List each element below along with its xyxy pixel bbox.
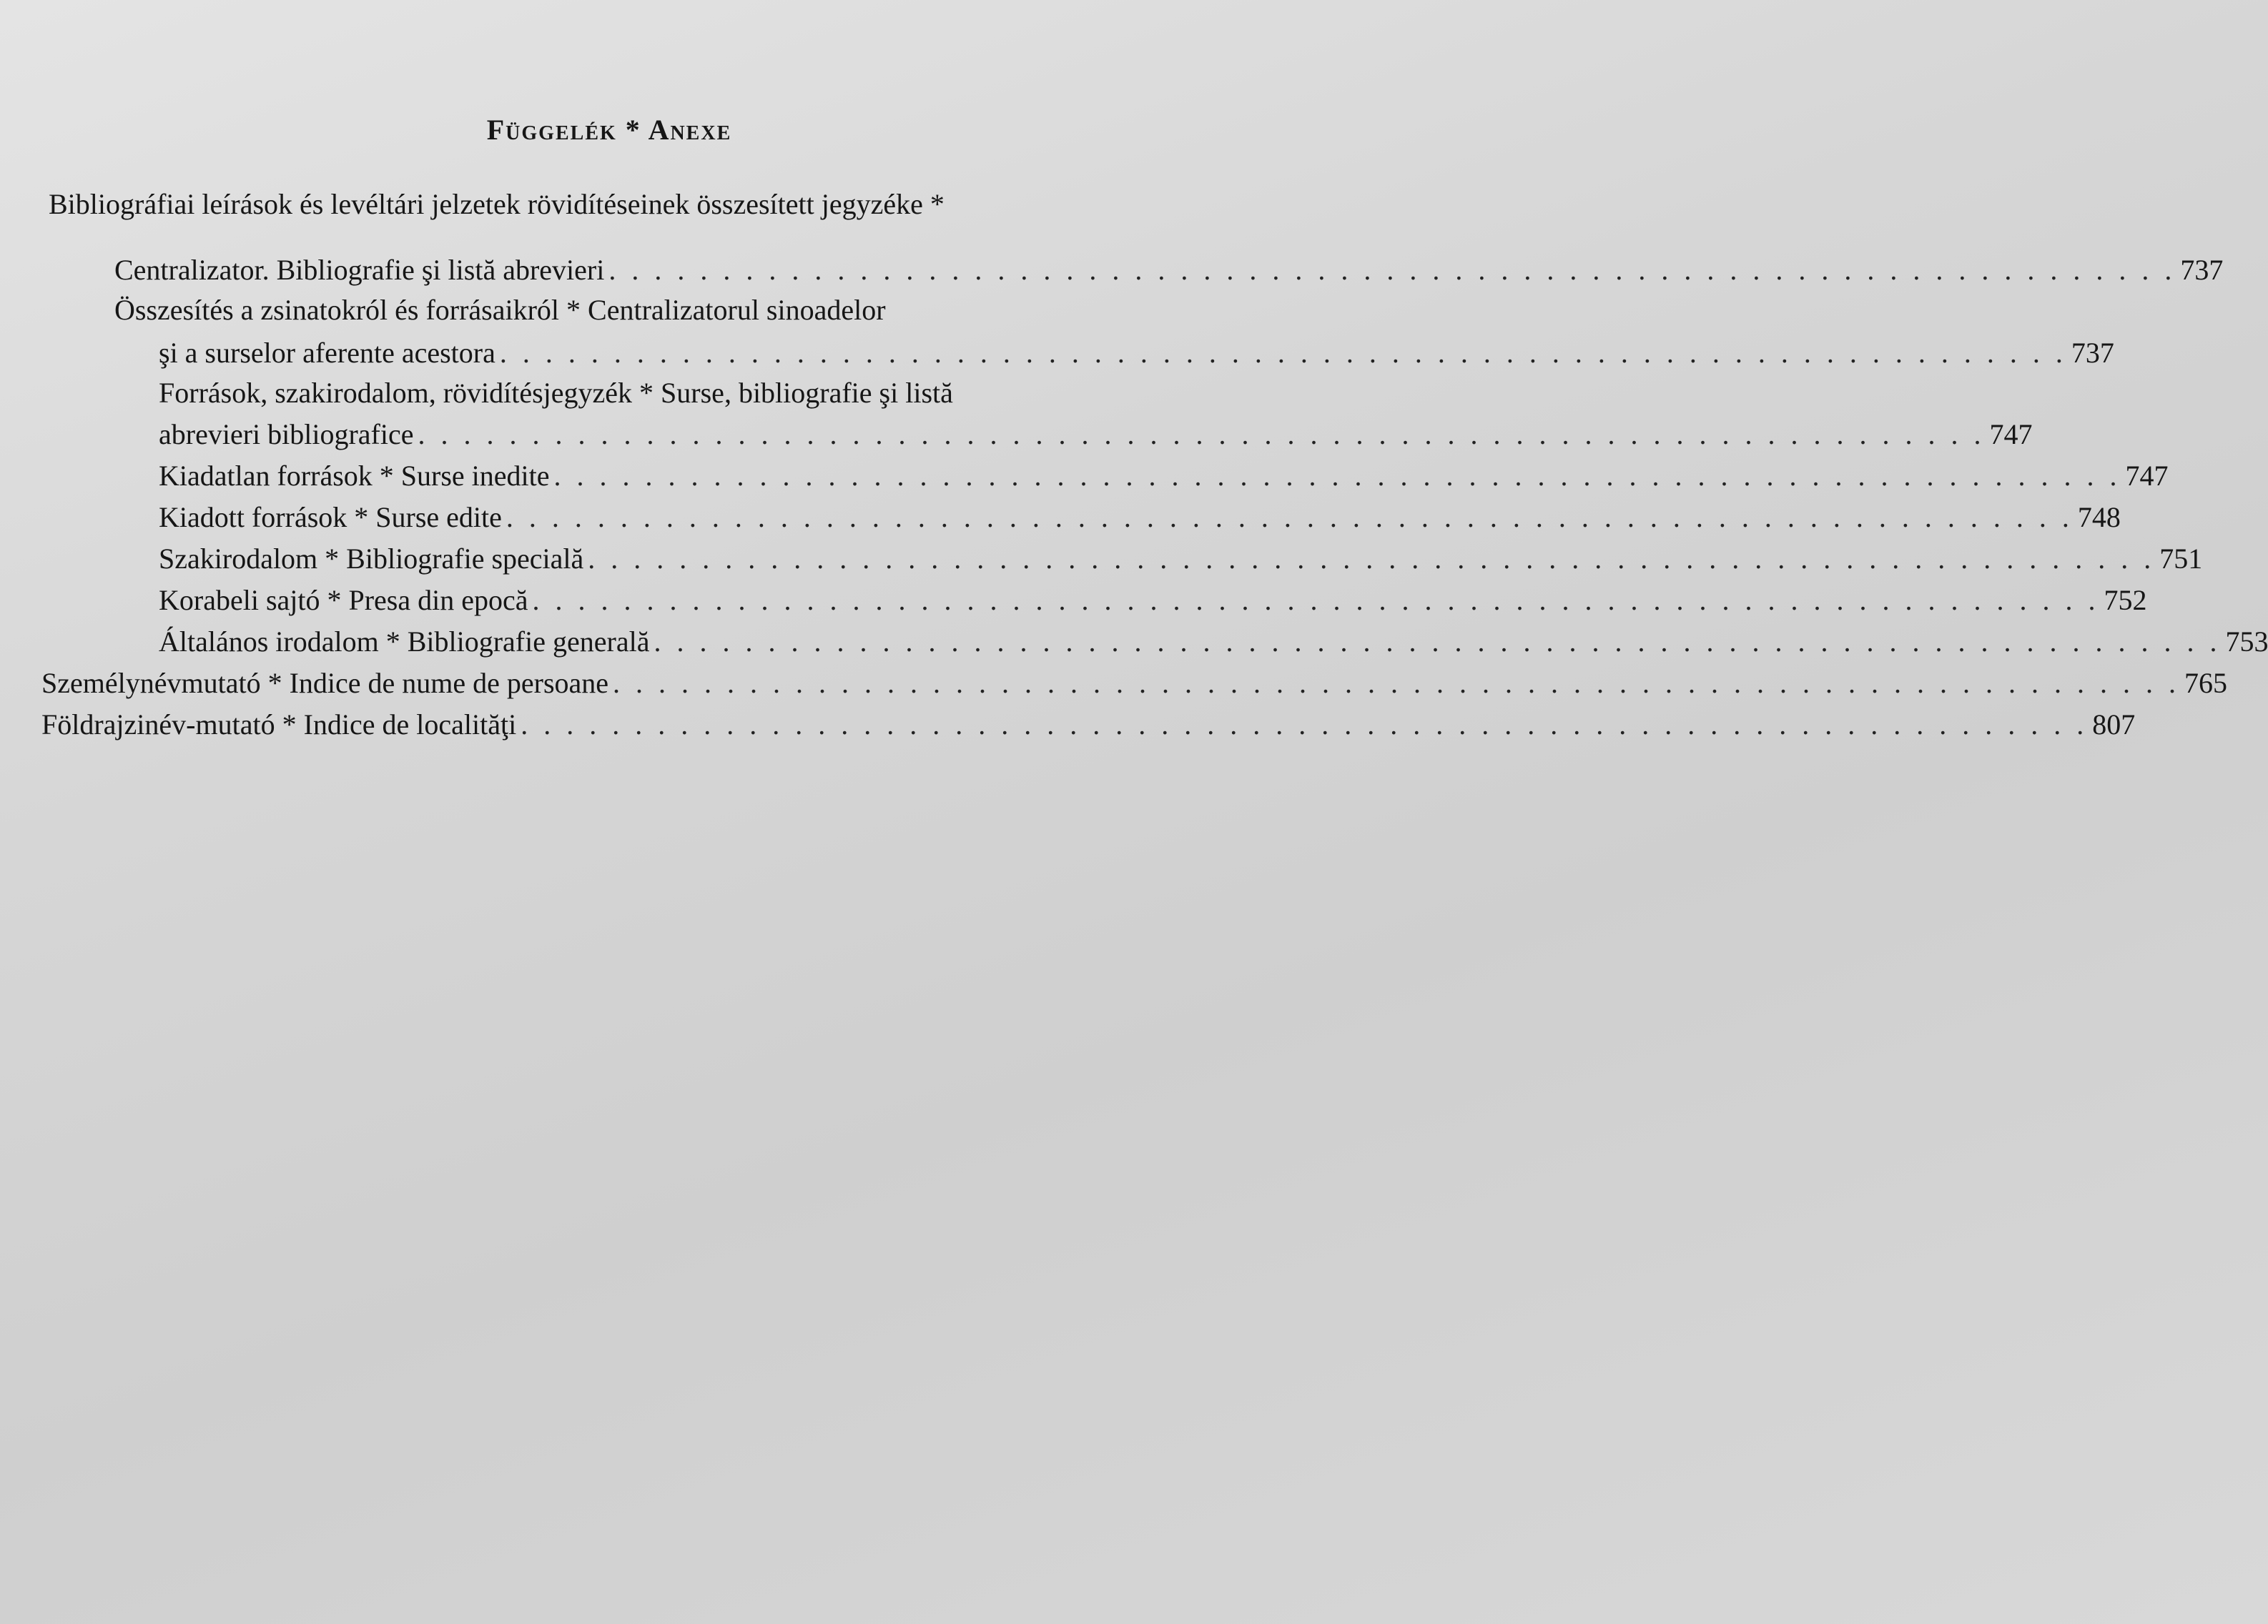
toc-entry: [41, 708, 2136, 742]
toc-entry-text: Személynévmutató * Indice de nume de persoane: [41, 667, 609, 699]
page-number: 747: [2125, 460, 2169, 492]
toc-entry-text: Centralizator. Bibliografie şi listă abrevieri: [114, 254, 605, 286]
page-number: 753: [2225, 625, 2268, 658]
toc-entry: [114, 253, 2224, 287]
toc-entry-text: Források, szakirodalom, rövidítésjegyzék * Surse, bibliografie şi listă: [159, 377, 953, 409]
toc-entry: [159, 459, 2169, 493]
toc-entry-text: Kiadott források * Surse edite: [159, 501, 502, 533]
leader-dots: . . . . . . . . . . . . . . . . . . . . . . . . . . . . . . . . . . . . . . . . . . . . . . . . . . . . . . . . . . . . . . . . . . . . .: [613, 667, 2181, 699]
toc-entry-text: Összesítés a zsinatokról és forrásaikról * Centralizatorul sinoadelor: [114, 294, 886, 326]
leader-dots: . . . . . . . . . . . . . . . . . . . . . . . . . . . . . . . . . . . . . . . . . . . . . . . . . . . . . . . . . . . . . . . . . . . . .: [506, 501, 2074, 533]
leader-dots: . . . . . . . . . . . . . . . . . . . . . . . . . . . . . . . . . . . . . . . . . . . . . . . . . . . . . . . . . . . . . . . . . . . . .: [532, 584, 2100, 616]
toc-entry: [159, 583, 2147, 618]
page-number: 737: [2180, 254, 2224, 286]
toc-entry-text: abrevieri bibliografice: [159, 418, 414, 450]
leader-dots: . . . . . . . . . . . . . . . . . . . . . . . . . . . . . . . . . . . . . . . . . . . . . . . . . . . . . . . . . . . . . . . . . . . . .: [521, 708, 2089, 741]
leader-dots: . . . . . . . . . . . . . . . . . . . . . . . . . . . . . . . . . . . . . . . . . . . . . . . . . . . . . . . . . . . . . . . . . . . . .: [553, 460, 2121, 492]
page-number: 737: [2071, 337, 2114, 369]
toc-entry-text: Földrajzinév-mutató * Indice de localităţi: [41, 708, 517, 741]
page-number: 752: [2104, 584, 2147, 616]
toc-entry-text: Szakirodalom * Bibliografie specială: [159, 543, 584, 575]
toc-entry: [159, 500, 2121, 535]
page-number: 807: [2092, 708, 2136, 741]
page-number: 765: [2184, 667, 2228, 699]
leader-dots: . . . . . . . . . . . . . . . . . . . . . . . . . . . . . . . . . . . . . . . . . . . . . . . . . . . . . . . . . . . . . . . . . . . . .: [608, 254, 2176, 286]
toc-entry: [159, 625, 2268, 659]
toc-entry-text: Kiadatlan források * Surse inedite: [159, 460, 550, 492]
toc-entry-text: Általános irodalom * Bibliografie generală: [159, 625, 650, 658]
toc-entry-text: Bibliográfiai leírások és levéltári jelzetek rövidítéseinek összesített jegyzéke *: [49, 188, 945, 220]
toc-entry-text: şi a surselor aferente acestora: [159, 337, 495, 369]
toc-entry: [159, 542, 2203, 576]
toc-entry: [41, 666, 2228, 700]
table-of-contents: [0, 0, 2268, 786]
toc-entry: [159, 417, 2033, 452]
section-heading: Függelék * Anexe: [486, 114, 732, 146]
page-number: 748: [2077, 501, 2121, 533]
page-number: 751: [2159, 543, 2203, 575]
toc-entry: [159, 336, 2114, 370]
leader-dots: . . . . . . . . . . . . . . . . . . . . . . . . . . . . . . . . . . . . . . . . . . . . . . . . . . . . . . . . . . . . . . . . . . . . .: [418, 418, 1986, 450]
toc-entry-text: Korabeli sajtó * Presa din epocă: [159, 584, 528, 616]
leader-dots: . . . . . . . . . . . . . . . . . . . . . . . . . . . . . . . . . . . . . . . . . . . . . . . . . . . . . . . . . . . . . . . . . . . . .: [499, 337, 2067, 369]
leader-dots: . . . . . . . . . . . . . . . . . . . . . . . . . . . . . . . . . . . . . . . . . . . . . . . . . . . . . . . . . . . . . . . . . . . . .: [588, 543, 2156, 575]
leader-dots: . . . . . . . . . . . . . . . . . . . . . . . . . . . . . . . . . . . . . . . . . . . . . . . . . . . . . . . . . . . . . . . . . . . . .: [654, 625, 2222, 658]
page-number: 747: [1989, 418, 2033, 450]
